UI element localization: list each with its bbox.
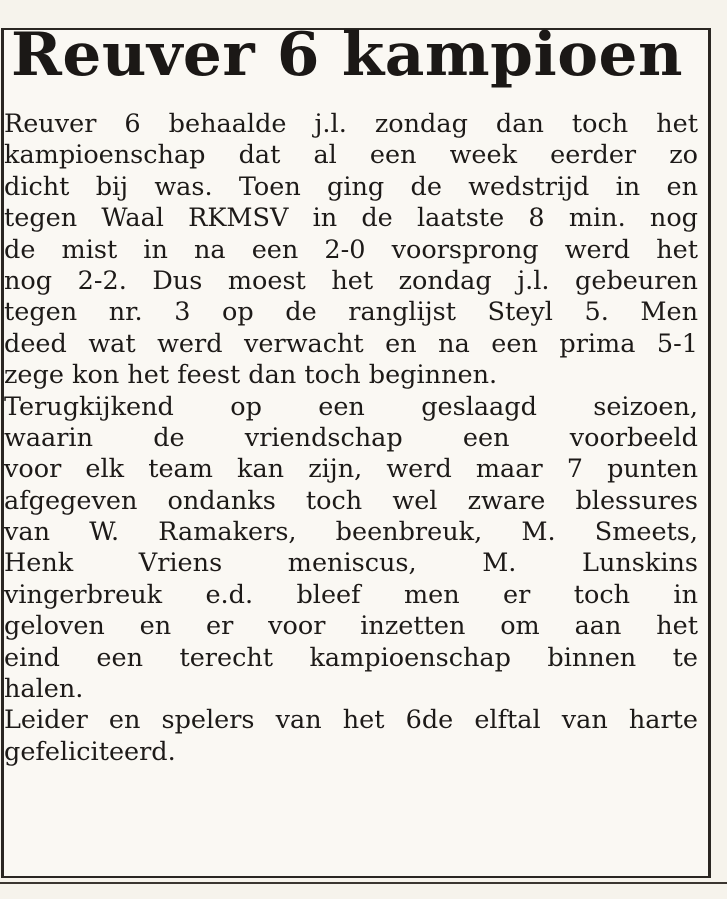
article-line: voor elk team kan zijn, werd maar 7 punten <box>4 454 698 485</box>
article-line: Henk Vriens meniscus, M. Lunskins <box>4 548 698 579</box>
article-line: tegen Waal RKMSV in de laatste 8 min. nog <box>4 203 698 234</box>
article-line: eind een terecht kampioenschap binnen te <box>4 642 698 673</box>
article-line: waarin de vriendschap een voorbeeld <box>4 422 698 453</box>
article-line: Leider en spelers van het 6de elftal van harte <box>4 705 698 736</box>
article-line: deed wat werd verwacht en na een prima 5-1 <box>4 328 698 359</box>
article-line: gefeliciteerd. <box>4 736 176 767</box>
article-line: tegen nr. 3 op de ranglijst Steyl 5. Men <box>4 297 698 328</box>
page-divider <box>0 882 727 884</box>
article-line: geloven en er voor inzetten om aan het <box>4 611 698 642</box>
article-line: zege kon het feest dan toch beginnen. <box>4 360 498 391</box>
article-line: de mist in na een 2-0 voorsprong werd het <box>4 234 698 265</box>
article-line: afgegeven ondanks toch wel zware blessures <box>4 485 698 516</box>
article-line: kampioenschap dat al een week eerder zo <box>4 140 698 171</box>
article-line: nog 2-2. Dus moest het zondag j.l. gebeuren <box>4 265 698 296</box>
article-line: van W. Ramakers, beenbreuk, M. Smeets, <box>4 517 698 548</box>
article-line: Terugkijkend op een geslaagd seizoen, <box>4 391 698 422</box>
article-line: Reuver 6 behaalde j.l. zondag dan toch het <box>4 109 698 139</box>
article-body <box>4 109 698 768</box>
article-headline: Reuver 6 kampioen <box>11 20 684 90</box>
article-line: dicht bij was. Toen ging de wedstrijd in en <box>4 171 698 202</box>
article-line: halen. <box>4 674 84 705</box>
article-line: vingerbreuk e.d. bleef men er toch in <box>4 579 698 610</box>
